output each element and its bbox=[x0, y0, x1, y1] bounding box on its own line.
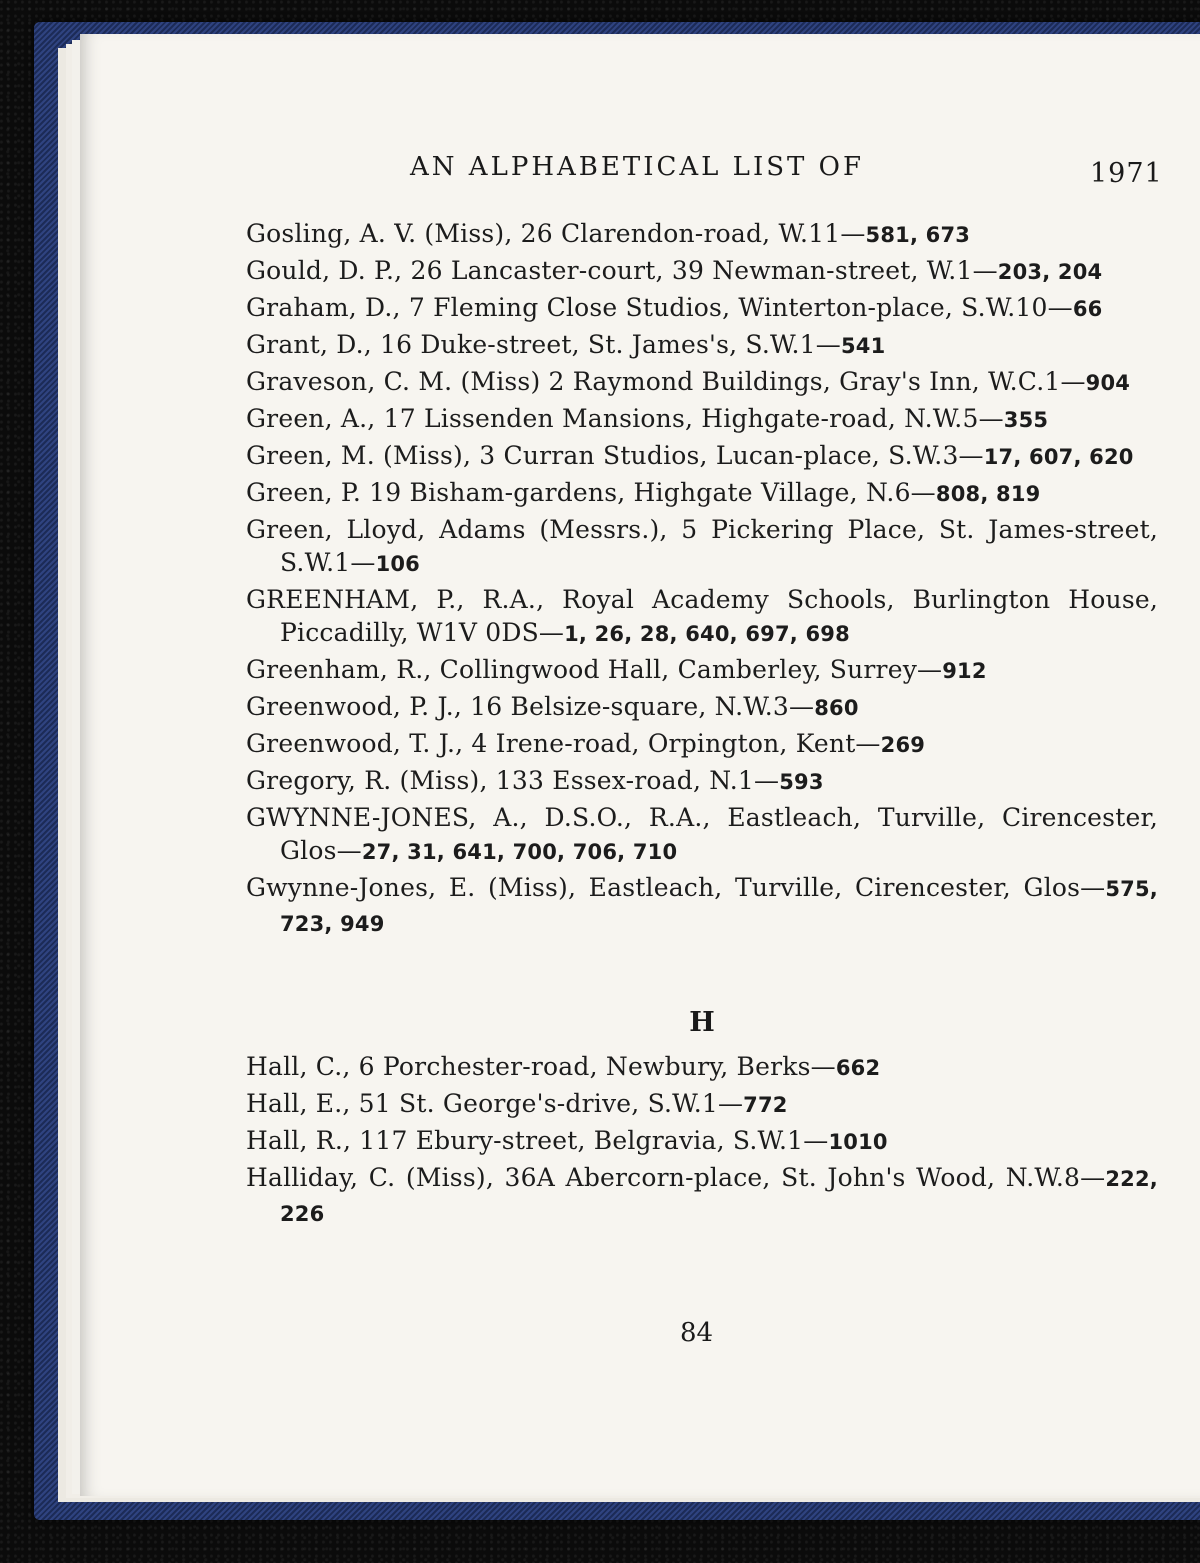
directory-list bbox=[246, 217, 1158, 1231]
running-head-year: 1971 bbox=[1090, 158, 1163, 189]
entry-refs: 203, 204 bbox=[997, 260, 1103, 284]
entry-refs: 1, 26, 28, 640, 697, 698 bbox=[564, 622, 850, 646]
entry-address: GREENHAM, P., R.A., Royal Academy Schools, Burlington House, Piccadilly, W1V 0DS— bbox=[246, 585, 1158, 647]
entry-address: Green, P. 19 Bisham-gardens, Highgate Village, N.6— bbox=[246, 478, 936, 507]
entry-refs: 1010 bbox=[828, 1130, 888, 1154]
list-entry bbox=[246, 1124, 1158, 1159]
list-entry bbox=[246, 513, 1158, 581]
list-entry bbox=[246, 583, 1158, 651]
entry-refs: 662 bbox=[835, 1056, 881, 1080]
entry-refs: 106 bbox=[375, 552, 420, 576]
entry-address: Hall, R., 117 Ebury-street, Belgravia, S.W.1— bbox=[246, 1126, 829, 1155]
entries-section-h bbox=[246, 1050, 1158, 1231]
entry-address: Halliday, C. (Miss), 36A Abercorn-place, St. John's Wood, N.W.8— bbox=[246, 1163, 1106, 1192]
entry-refs: 860 bbox=[814, 696, 859, 720]
section-heading-h: H bbox=[689, 1007, 715, 1038]
list-entry bbox=[246, 254, 1158, 289]
list-entry bbox=[246, 727, 1158, 762]
list-entry bbox=[246, 653, 1158, 688]
entry-refs: 904 bbox=[1085, 371, 1131, 395]
entry-refs: 581, 673 bbox=[865, 223, 971, 247]
list-entry bbox=[246, 801, 1158, 869]
entry-address: Greenham, R., Collingwood Hall, Camberley, Surrey— bbox=[246, 655, 943, 684]
entry-address: Green, Lloyd, Adams (Messrs.), 5 Pickering Place, St. James-street, S.W.1— bbox=[246, 515, 1158, 577]
entry-address: Gosling, A. V. (Miss), 26 Clarendon-road, W.11— bbox=[246, 219, 866, 248]
entry-address: Hall, E., 51 St. George's-drive, S.W.1— bbox=[246, 1089, 744, 1118]
entry-refs: 575, 723, 949 bbox=[280, 877, 1158, 936]
entry-address: Gwynne-Jones, E. (Miss), Eastleach, Turville, Cirencester, Glos— bbox=[246, 873, 1106, 902]
entry-refs: 355 bbox=[1003, 408, 1049, 432]
page-number: 84 bbox=[680, 1318, 714, 1348]
entry-refs: 772 bbox=[743, 1093, 788, 1117]
list-entry bbox=[246, 764, 1158, 799]
list-entry bbox=[246, 871, 1158, 941]
list-entry bbox=[246, 365, 1158, 400]
entries-section-g bbox=[246, 217, 1158, 941]
entry-refs: 912 bbox=[942, 659, 987, 683]
entry-address: Graveson, C. M. (Miss) 2 Raymond Buildings, Gray's Inn, W.C.1— bbox=[246, 367, 1086, 396]
entry-refs: 222, 226 bbox=[280, 1167, 1158, 1226]
entry-address: Gould, D. P., 26 Lancaster-court, 39 Newman-street, W.1— bbox=[246, 256, 998, 285]
list-entry bbox=[246, 1161, 1158, 1231]
list-entry bbox=[246, 690, 1158, 725]
entry-address: Hall, C., 6 Porchester-road, Newbury, Berks— bbox=[246, 1052, 836, 1081]
entry-address: Greenwood, P. J., 16 Belsize-square, N.W.3— bbox=[246, 692, 815, 721]
list-entry bbox=[246, 402, 1158, 437]
entry-address: Graham, D., 7 Fleming Close Studios, Winterton-place, S.W.10— bbox=[246, 293, 1073, 322]
list-entry bbox=[246, 291, 1158, 326]
list-entry bbox=[246, 328, 1158, 363]
entry-refs: 27, 31, 641, 700, 706, 710 bbox=[361, 840, 678, 864]
entry-refs: 541 bbox=[841, 334, 886, 358]
entry-address: Green, M. (Miss), 3 Curran Studios, Lucan-place, S.W.3— bbox=[246, 441, 984, 470]
entry-address: Green, A., 17 Lissenden Mansions, Highgate-road, N.W.5— bbox=[246, 404, 1004, 433]
entry-refs: 17, 607, 620 bbox=[983, 445, 1134, 469]
entry-refs: 66 bbox=[1072, 297, 1103, 321]
entry-refs: 593 bbox=[779, 770, 824, 794]
list-entry bbox=[246, 439, 1158, 474]
entry-address: GWYNNE-JONES, A., D.S.O., R.A., Eastleach, Turville, Cirencester, Glos— bbox=[246, 803, 1158, 865]
entry-address: Gregory, R. (Miss), 133 Essex-road, N.1— bbox=[246, 766, 780, 795]
entry-address: Grant, D., 16 Duke-street, St. James's, S.W.1— bbox=[246, 330, 841, 359]
entry-refs: 269 bbox=[880, 733, 926, 757]
list-entry bbox=[246, 1050, 1158, 1085]
list-entry bbox=[246, 217, 1158, 252]
entry-address: Greenwood, T. J., 4 Irene-road, Orpington, Kent— bbox=[246, 729, 881, 758]
entry-refs: 808, 819 bbox=[935, 482, 1041, 506]
list-entry bbox=[246, 1087, 1158, 1122]
running-head-title: AN ALPHABETICAL LIST OF bbox=[410, 152, 864, 182]
list-entry bbox=[246, 476, 1158, 511]
